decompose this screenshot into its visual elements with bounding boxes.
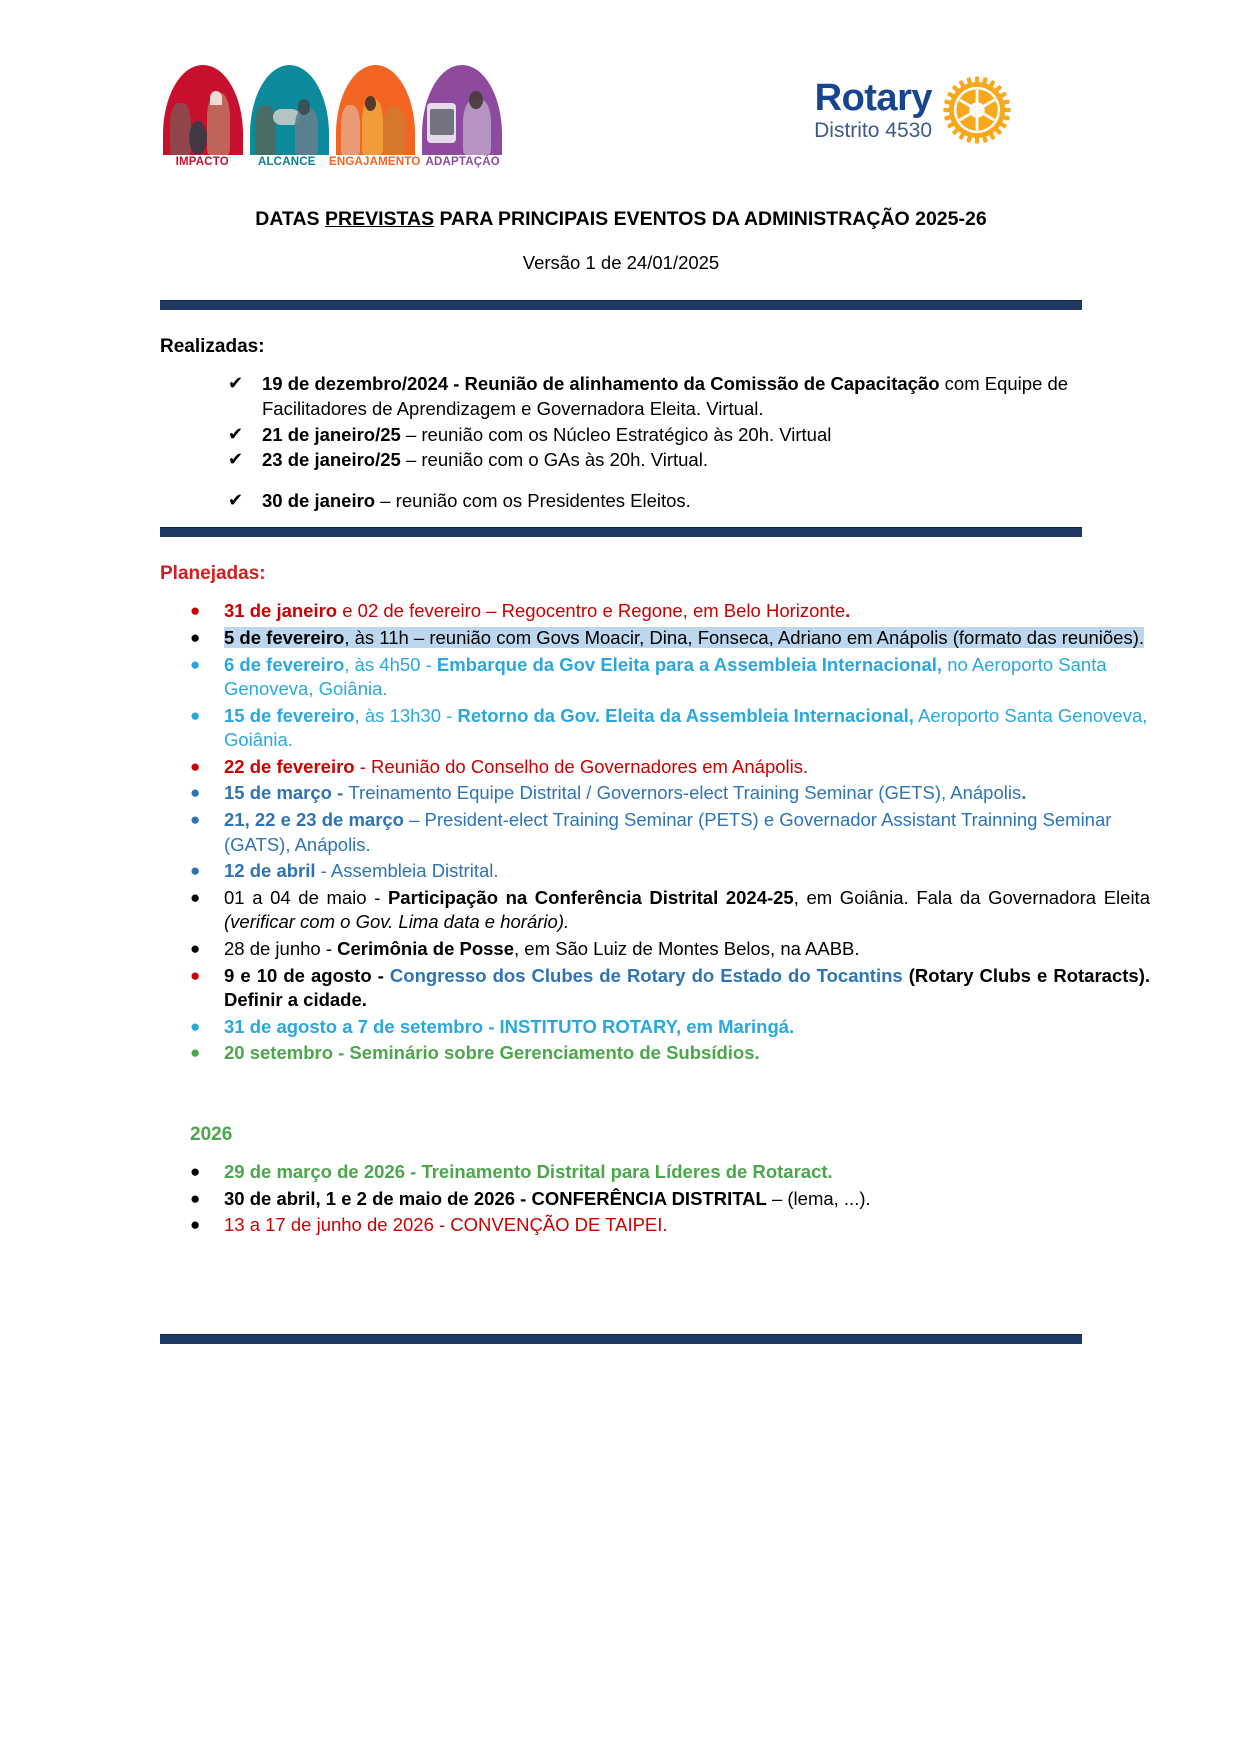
- rotary-gear-icon: [942, 75, 1012, 145]
- text-segment: , às 4h50 -: [344, 653, 437, 675]
- list-item-date: 19 de dezembro/2024 - Reunião de alinhamento da Comissão de Capacitação: [262, 373, 940, 395]
- list-item-text: [224, 1016, 794, 1037]
- list-item: [190, 1160, 1150, 1185]
- section-heading-realizadas: Realizadas:: [160, 336, 265, 358]
- rotary-wordmark-block: [814, 79, 932, 141]
- text-segment: , em São Luiz de Montes Belos, na AABB.: [514, 938, 860, 960]
- section-heading-planejadas: Planejadas:: [160, 563, 266, 585]
- text-segment: 30 de abril, 1 e 2 de maio de 2026 - CONFERÊNCIA DISTRITAL: [224, 1187, 767, 1209]
- bullet-icon: ●: [190, 1043, 201, 1063]
- list-item: [190, 937, 1150, 962]
- list-item-text: [224, 809, 1111, 855]
- text-segment: Cerimônia de Posse: [337, 938, 514, 960]
- list-item-text: [224, 1214, 668, 1235]
- rotary-areas-of-focus-banner: [160, 57, 505, 179]
- banner-figure-group: [255, 85, 324, 155]
- rotary-wordmark: Rotary: [814, 77, 932, 119]
- bullet-icon: ●: [190, 810, 201, 830]
- list-item: [228, 448, 1150, 473]
- list-item-text: [224, 782, 1026, 803]
- text-segment: 22 de fevereiro: [224, 755, 355, 777]
- banner-panel-adaptacao: [419, 57, 505, 155]
- bullet-icon: ●: [190, 1016, 201, 1036]
- text-segment: 6 de fevereiro: [224, 653, 345, 675]
- check-icon: ✔: [228, 449, 244, 470]
- text-segment: Retorno da Gov. Eleita da Assembleia Internacional,: [457, 704, 914, 726]
- bullet-icon: ●: [190, 1188, 201, 1208]
- banner-label-adaptacao: ADAPTAÇÃO: [425, 156, 500, 168]
- list-item-text: [224, 887, 1150, 933]
- check-icon: ✔: [228, 423, 244, 444]
- text-segment: no Aeroporto Santa Genoveva, Goiânia.: [224, 653, 1107, 700]
- text-segment: (Rotary Clubs e Rotaracts). Definir a cidade.: [224, 964, 1150, 1011]
- bullet-icon: ●: [190, 705, 201, 725]
- text-segment: – President-elect Training Seminar (PETS) e Governador Assistant Trainning Seminar (GATS), Anápolis.: [224, 809, 1112, 855]
- banner-panel-engajamento: [333, 57, 419, 155]
- text-segment: – (lema, ...).: [766, 1187, 871, 1209]
- banner-figure-group: [169, 85, 238, 155]
- list-item: [190, 859, 1150, 884]
- list-item-text: [224, 1161, 833, 1182]
- bullet-icon: ●: [190, 654, 201, 674]
- text-segment: 31 de agosto a 7 de setembro - INSTITUTO ROTARY, em Maringá.: [224, 1015, 795, 1037]
- bullet-icon: ●: [190, 1215, 201, 1235]
- text-segment: (verificar com o Gov. Lima data e horário).: [224, 911, 570, 933]
- section-heading-2026: 2026: [190, 1124, 233, 1145]
- text-segment: , em Goiânia. Fala da Governadora Eleita: [793, 886, 1150, 908]
- list-item-text: [224, 938, 860, 959]
- check-icon: ✔: [228, 489, 244, 510]
- text-segment: .: [1021, 782, 1027, 804]
- list-item-text: – reunião com os Presidentes Eleitos.: [375, 489, 691, 511]
- title-part-2: PARA PRINCIPAIS EVENTOS DA ADMINISTRAÇÃO 2025-26: [434, 208, 987, 230]
- text-segment: , às 13h30 -: [354, 704, 458, 726]
- divider-top: [160, 300, 1082, 310]
- list-item: [190, 1187, 1150, 1212]
- list-item: [190, 808, 1150, 857]
- text-segment: Embarque da Gov Eleita para a Assembleia Internacional,: [436, 653, 943, 675]
- document-header: [0, 0, 1242, 185]
- check-icon: ✔: [228, 373, 244, 394]
- list-item-text: com Equipe de Facilitadores de Aprendizagem e Governadora Eleita. Virtual.: [262, 373, 1069, 419]
- rotary-logo: [814, 75, 1012, 145]
- list-item: [228, 489, 1150, 514]
- bullet-icon: ●: [190, 861, 201, 881]
- text-segment: 01 a 04 de maio -: [224, 886, 388, 908]
- text-segment: 5 de fevereiro: [224, 626, 345, 648]
- planejadas-list: [0, 599, 1242, 1066]
- list-item: [190, 704, 1150, 753]
- banner-figure-group: [427, 85, 496, 155]
- list-item-text: [224, 627, 1144, 648]
- list-item: [190, 1041, 1150, 1066]
- list-item-text: [224, 705, 1147, 751]
- divider-bottom: [160, 1334, 1082, 1344]
- list-item-text: – reunião com o GAs às 20h. Virtual.: [400, 449, 708, 471]
- text-segment: 15 de março -: [224, 782, 349, 804]
- text-segment: - Reunião do Conselho de Governadores em Anápolis.: [354, 755, 809, 777]
- list-item-date: 30 de janeiro: [262, 489, 376, 511]
- title-part-1: DATAS: [255, 208, 325, 230]
- list-item-text: [224, 756, 808, 777]
- list-item: [190, 1015, 1150, 1040]
- list-item: [228, 423, 1150, 448]
- list-item-date: 21 de janeiro/25: [262, 423, 401, 445]
- bullet-icon: ●: [190, 1162, 201, 1181]
- text-segment: Aeroporto Santa Genoveva, Goiânia.: [224, 704, 1148, 751]
- bullet-icon: ●: [190, 756, 201, 776]
- list-item: [190, 1213, 1150, 1238]
- text-segment: 13 a 17 de junho de 2026 - CONVENÇÃO DE TAIPEI.: [224, 1214, 668, 1236]
- bullet-icon: ●: [190, 887, 201, 907]
- banner-panel-impacto: [160, 57, 246, 155]
- year-2026-list: [0, 1160, 1242, 1238]
- text-segment: 12 de abril: [224, 860, 316, 882]
- bullet-icon: ●: [190, 627, 201, 647]
- text-segment: 28 de junho -: [224, 938, 338, 960]
- text-segment: Congresso dos Clubes de Rotary do Estado do Tocantins: [389, 964, 903, 986]
- realizadas-list: [0, 372, 1242, 513]
- list-item-text: [224, 860, 499, 881]
- bullet-icon: ●: [190, 601, 201, 621]
- text-segment: - Assembleia Distrital.: [315, 860, 499, 882]
- divider-middle: [160, 527, 1082, 537]
- list-item: [190, 781, 1150, 806]
- text-segment: , às 11h – reunião com Govs Moacir, Dina, Fonseca, Adriano em Anápolis (formato das reuniões).: [344, 626, 1145, 648]
- text-segment: 20 setembro - Seminário sobre Gerenciamento de Subsídios.: [224, 1042, 760, 1064]
- text-segment: 29 de março de 2026 - Treinamento Distrital para Líderes de Rotaract.: [224, 1161, 833, 1182]
- bullet-icon: ●: [190, 965, 201, 985]
- bullet-icon: ●: [190, 939, 201, 959]
- list-item: [190, 886, 1150, 935]
- list-item: [190, 653, 1150, 702]
- list-item-date: 23 de janeiro/25: [262, 449, 401, 471]
- list-item: [228, 372, 1150, 421]
- document-version: Versão 1 de 24/01/2025: [522, 252, 720, 274]
- list-item-text: [224, 1188, 871, 1209]
- text-segment: 31 de janeiro: [224, 600, 338, 622]
- text-segment: .: [845, 600, 851, 622]
- list-item-text: [224, 965, 1150, 1011]
- text-segment: 21, 22 e 23 de março: [224, 809, 404, 831]
- list-item-text: – reunião com os Núcleo Estratégico às 20h. Virtual: [400, 423, 832, 445]
- title-underlined-word: PREVISTAS: [325, 208, 435, 230]
- banner-label-impacto: IMPACTO: [175, 156, 229, 168]
- list-item: [190, 626, 1150, 651]
- text-segment: Participação na Conferência Distrital 2024-25: [387, 886, 794, 908]
- list-item: [190, 599, 1150, 624]
- banner-panel-alcance: [246, 57, 332, 155]
- rotary-district-label: Distrito 4530: [814, 119, 932, 142]
- bullet-icon: ●: [190, 783, 201, 803]
- text-segment: Treinamento Equipe Distrital / Governors-elect Training Seminar (GETS), Anápolis: [348, 782, 1022, 804]
- text-segment: e 02 de fevereiro – Regocentro e Regone, em Belo Horizonte: [337, 600, 846, 622]
- banner-figure-group: [341, 85, 410, 155]
- page-title: [0, 207, 1242, 232]
- list-item: [190, 755, 1150, 780]
- list-item-text: [224, 654, 1107, 700]
- banner-image-strip: [160, 57, 505, 155]
- banner-label-engajamento: ENGAJAMENTO: [329, 156, 421, 168]
- text-segment: 9 e 10 de agosto -: [224, 964, 390, 986]
- list-item: [190, 964, 1150, 1013]
- text-segment: 15 de fevereiro: [224, 704, 355, 726]
- list-item-text: [224, 600, 850, 621]
- list-item-text: [224, 1042, 760, 1063]
- banner-label-alcance: ALCANCE: [257, 156, 316, 168]
- banner-labels: [160, 156, 505, 168]
